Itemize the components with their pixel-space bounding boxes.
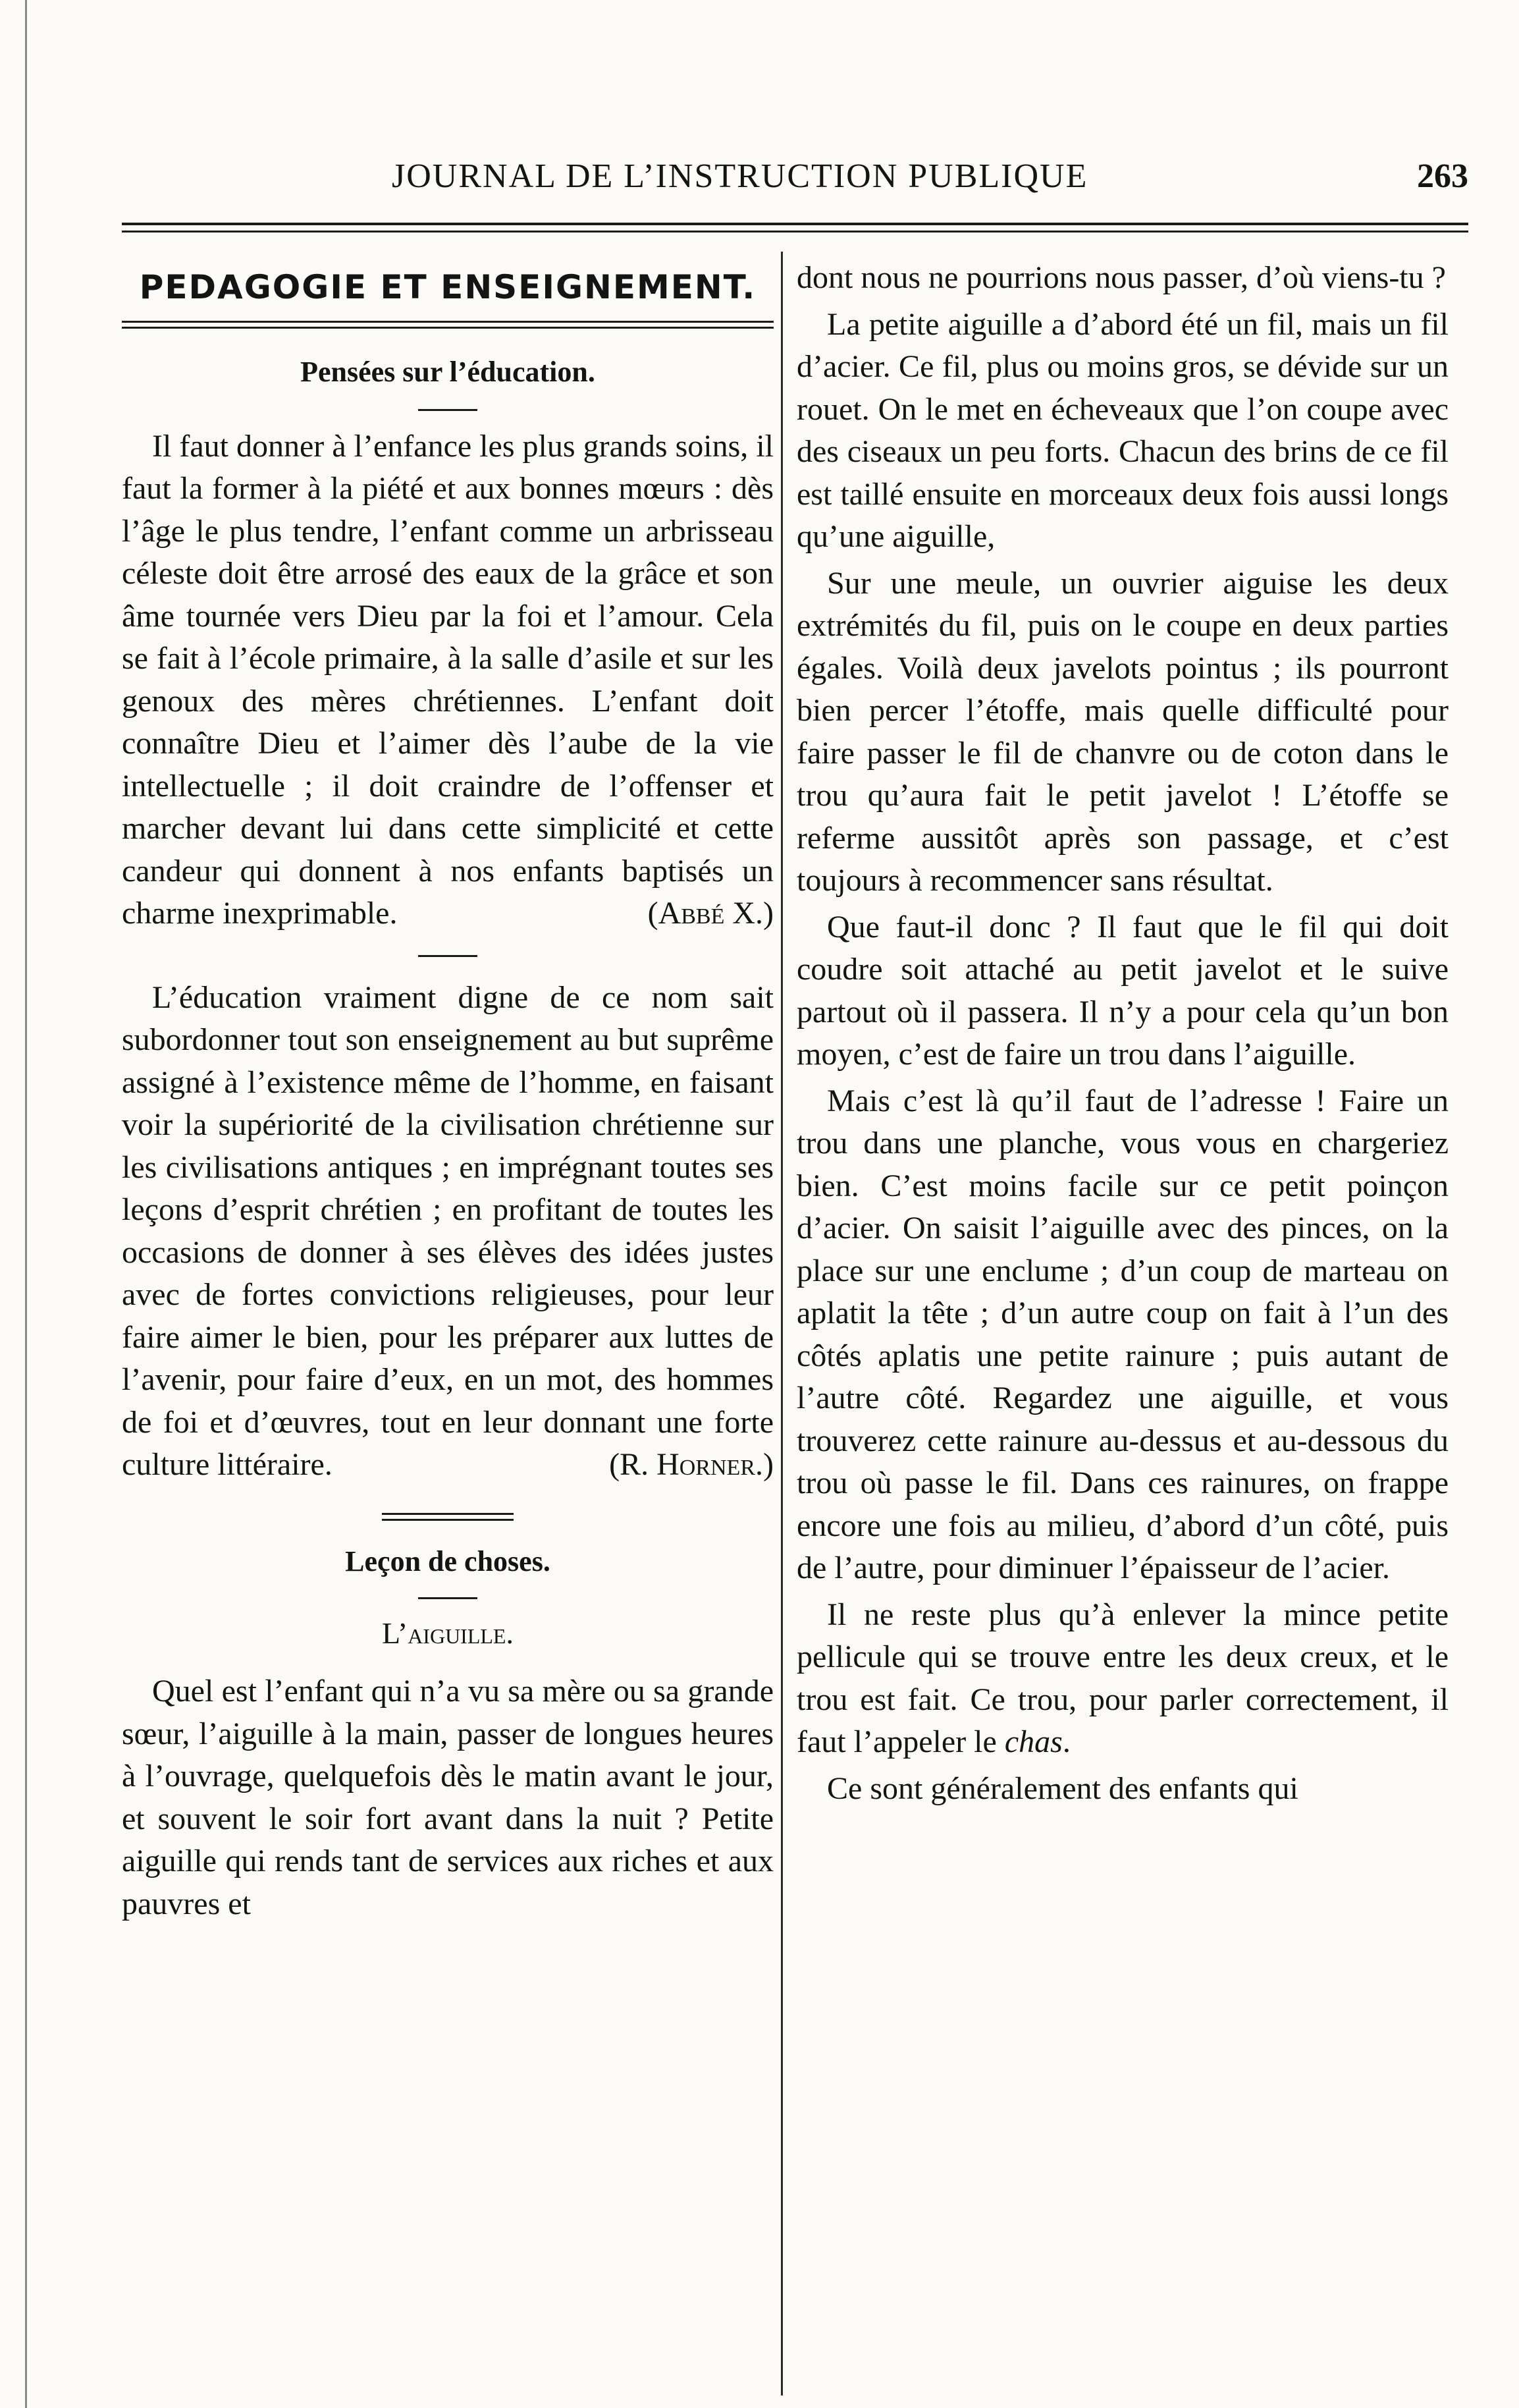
section-double-rule (122, 321, 774, 329)
article-heading-lecon: Leçon de choses. (345, 1545, 550, 1577)
word-chas: chas (1004, 1724, 1063, 1759)
heading-dash (418, 409, 477, 411)
paragraph-adresse: Mais c’est là qu’il faut de l’adresse ! Faire un trou dans une planche, vous vous en chargeriez bien. C’est moins facile sur ce petit poinçon d’acier. On saisit l’aiguille avec des pinces, on la place sur une enclume ; d’un coup de marteau on aplatit la tête ; d’un autre coup on fait à l’un des côtés aplatis une petite rainure ; puis autant de l’autre côté. Regardez une aiguille, et vous trouverez cette rainure au-dessus et au-dessous du trou où passe le fil. Dans ces rainures, on frappe encore une fois au milieu, d’abord d’un côté, puis de l’autre, pour diminuer l’épaisseur de l’acier. (797, 1083, 1449, 1585)
author-abbe: (Abbé X.) (647, 896, 774, 931)
right-column (797, 257, 1449, 1810)
running-header (122, 157, 1468, 203)
author-horner: (R. Horner.) (609, 1447, 774, 1482)
article-double-rule (382, 1513, 514, 1521)
paragraph-aiguille-intro: Quel est l’enfant qui n’a vu sa mère ou sa grande sœur, l’aiguille à la main, passer de longues heures à l’ouvrage, quelquefois dès le matin avant le jour, et souvent le soir fort avant dans la nuit ? Petite aiguille qui rends tant de services aux riches et aux pauvres et (122, 1674, 774, 1921)
page-binding-edge (25, 0, 27, 2408)
paragraph-que-faut-il: Que faut-il donc ? Il faut que le fil qui doit coudre soit attaché au petit javelot et le suive partout où il passera. Il n’y a pour cela qu’un bon moyen, c’est de faire un trou dans l’aiguille. (797, 909, 1449, 1072)
paragraph-enfants: Ce sont généralement des enfants qui (827, 1770, 1298, 1806)
section-title: PEDAGOGIE ET ENSEIGNEMENT. (139, 268, 757, 306)
paragraph-continuation: dont nous ne pourrions nous passer, d’où viens-tu ? (797, 260, 1446, 295)
paragraph-fil-acier: La petite aiguille a d’abord été un fil, mais un fil d’acier. Ce fil, plus ou moins gros, se dévide sur un rouet. On le met en écheveaux que l’on coupe avec des ciseaux un peu forts. Chacun des brins de ce fil est taillé ensuite en morceaux deux fois aussi longs qu’une aiguille, (797, 306, 1449, 554)
column-divider (781, 252, 783, 2395)
paragraph-meule: Sur une meule, un ouvrier aiguise les deux extrémités du fil, puis on le coupe en deux parties égales. Voilà deux javelots pointus ; ils pourront bien percer l’étoffe, mais quelle difficulté pour faire passer le fil de chanvre ou de coton dans le trou qu’aura fait le petit javelot ! L’étoffe se referme aussitôt après son passage, et c’est toujours à recommencer sans résultat. (797, 565, 1449, 898)
article-subtitle-aiguille: L’aiguille. (382, 1616, 514, 1650)
paragraph-education-1: Il faut donner à l’enfance les plus grands soins, il faut la former à la piété et aux bonnes mœurs : dès l’âge le plus tendre, l’enfant comme un arbrisseau céleste doit être arrosé des eaux de la grâce et son âme tournée vers Dieu par la foi et l’amour. Cela se fait à l’école primaire, à la salle d’asile et sur les genoux des mères chrétiennes. L’enfant doit connaître Dieu et l’aimer dès l’aube de la vie intellectuelle ; il doit craindre de l’offenser et marcher devant lui dans cette simplicité et cette candeur qui donnent à nos enfants baptisés un charme inexprimable. (Abbé X.) (122, 425, 774, 935)
article-heading-education: Pensées sur l’éducation. (300, 355, 595, 388)
header-rule-bottom (122, 231, 1468, 233)
paragraph-education-2: L’éducation vraiment digne de ce nom sait subordonner tout son enseignement au but suprême assigné à l’existence même de l’homme, en faisant voir la supériorité de la civilisation chrétienne sur les civilisations antiques ; en imprégnant toutes ses leçons d’esprit chrétien ; en profitant de toutes les occasions de donner à ses élèves des idées justes avec de fortes convictions religieuses, pour leur faire aimer le bien, pour les préparer aux luttes de l’avenir, pour faire d’eux, en un mot, des hommes de foi et d’œuvres, tout en leur donnant une forte culture littéraire. (R. Horner.) (122, 977, 774, 1487)
page-number: 263 (1417, 157, 1468, 195)
header-rule-top (122, 223, 1468, 225)
journal-title: JOURNAL DE L’INSTRUCTION PUBLIQUE (392, 157, 1088, 195)
left-column (122, 257, 774, 1925)
heading-dash-2 (418, 1597, 477, 1599)
paragraph-chas: Il ne reste plus qu’à enlever la mince petite pellicule qui se trouve entre les deux creux, et le trou est fait. Ce trou, pour parler correctement, il faut l’appeler le chas. (797, 1597, 1449, 1759)
separator-dash (418, 955, 477, 957)
